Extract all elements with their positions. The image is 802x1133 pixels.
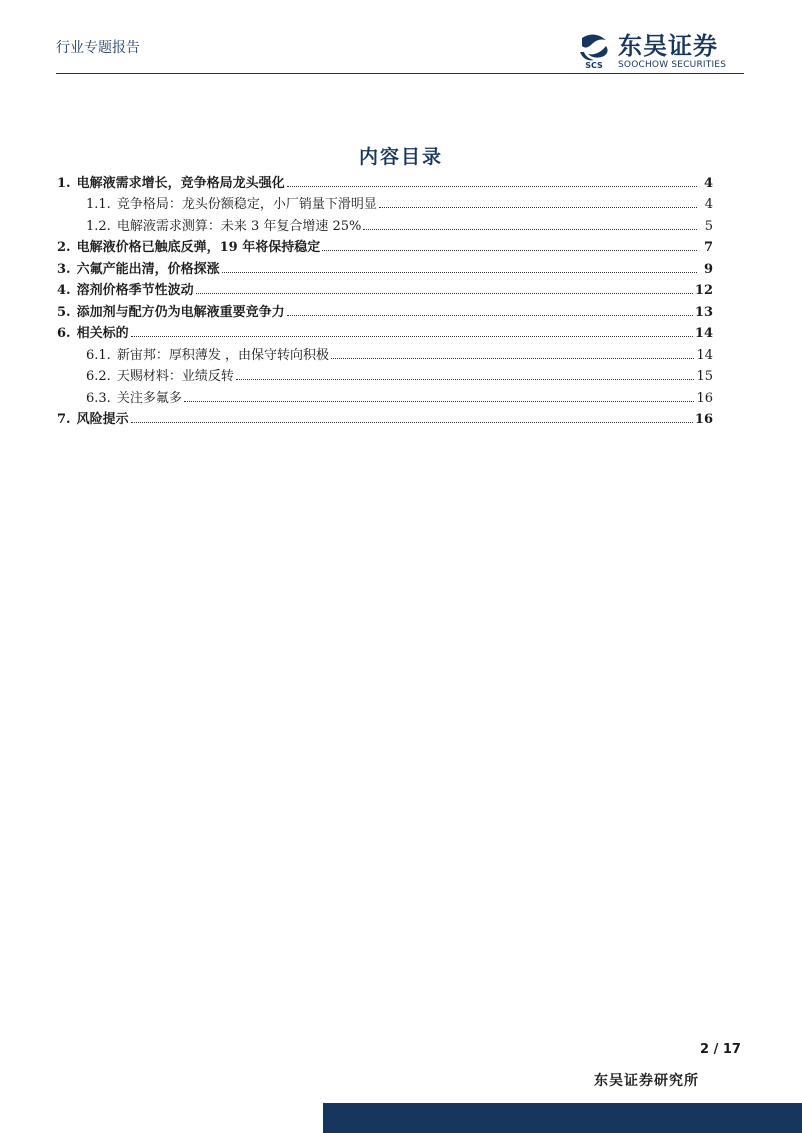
logo-name-cn: 东吴证券 bbox=[618, 32, 718, 60]
table-of-contents bbox=[57, 169, 713, 427]
toc-entry[interactable] bbox=[57, 363, 713, 385]
toc-entry-page: 15 bbox=[696, 369, 713, 384]
toc-entry-page: 7 bbox=[703, 240, 713, 255]
toc-entry-number: 6.3. bbox=[86, 390, 111, 406]
toc-entry-label: 新宙邦：厚积薄发 ，由保守转向积极 bbox=[116, 347, 329, 363]
toc-title: 内容目录 bbox=[358, 146, 443, 168]
toc-entry-label: 六氟产能出清，价格探涨 bbox=[76, 261, 220, 277]
toc-entry[interactable] bbox=[57, 191, 713, 213]
toc-entry[interactable] bbox=[57, 169, 713, 191]
toc-entry-page: 5 bbox=[704, 218, 713, 234]
toc-entry-number: 2. bbox=[57, 240, 71, 255]
toc-entry-label: 竞争格局：龙头份额稳定，小厂销量下滑明显 bbox=[116, 197, 377, 212]
toc-entry-page: 4 bbox=[703, 175, 713, 191]
toc-entry-label: 相关标的 bbox=[76, 326, 129, 341]
logo-mark-icon bbox=[576, 32, 612, 70]
toc-entry-page: 16 bbox=[696, 390, 713, 406]
toc-entry-number: 1.1. bbox=[86, 197, 111, 212]
toc-entry-label: 电解液需求测算：未来 3 年复合增速 25% bbox=[116, 218, 362, 234]
toc-entry-page: 16 bbox=[694, 412, 713, 427]
toc-dot-leader bbox=[236, 379, 695, 380]
toc-entry[interactable] bbox=[57, 406, 713, 428]
toc-entry-number: 6. bbox=[57, 326, 71, 341]
toc-entry[interactable] bbox=[57, 341, 713, 363]
report-type-label: 行业专题报告 bbox=[56, 40, 140, 56]
toc-entry-page: 12 bbox=[694, 283, 713, 298]
logo-mark-text: SCS bbox=[585, 61, 603, 70]
toc-dot-leader bbox=[287, 315, 693, 316]
toc-dot-leader bbox=[131, 336, 693, 337]
toc-entry[interactable] bbox=[57, 212, 713, 234]
toc-entry-number: 4. bbox=[57, 283, 71, 298]
footer-org-name: 东吴证券研究所 bbox=[594, 1073, 699, 1089]
toc-dot-leader bbox=[287, 186, 697, 187]
toc-entry[interactable] bbox=[57, 234, 713, 256]
toc-entry[interactable] bbox=[57, 384, 713, 406]
toc-entry-page: 9 bbox=[703, 261, 713, 277]
toc-entry[interactable] bbox=[57, 255, 713, 277]
toc-dot-leader bbox=[331, 358, 695, 359]
toc-entry[interactable] bbox=[57, 277, 713, 299]
toc-entry-label: 溶剂价格季节性波动 bbox=[76, 283, 194, 298]
toc-entry-number: 6.1. bbox=[86, 347, 111, 363]
toc-entry-number: 3. bbox=[57, 261, 71, 277]
toc-dot-leader bbox=[184, 401, 695, 402]
toc-dot-leader bbox=[131, 422, 693, 423]
toc-entry-label: 天赐材料：业绩反转 bbox=[116, 369, 234, 384]
toc-entry-number: 1. bbox=[57, 175, 71, 191]
toc-entry-number: 1.2. bbox=[86, 218, 111, 234]
toc-entry-page: 13 bbox=[694, 304, 713, 320]
logo-name-en: SOOCHOW SECURITIES bbox=[618, 60, 727, 70]
toc-dot-leader bbox=[196, 293, 693, 294]
page-indicator: 2 / 17 bbox=[700, 1042, 741, 1057]
toc-dot-leader bbox=[379, 207, 697, 208]
toc-dot-leader bbox=[363, 229, 697, 230]
toc-entry-number: 6.2. bbox=[86, 369, 111, 384]
toc-entry-label: 风险提示 bbox=[76, 412, 129, 427]
footer-bar bbox=[323, 1103, 802, 1133]
toc-entry-page: 4 bbox=[704, 197, 713, 212]
toc-entry-number: 5. bbox=[57, 304, 71, 320]
toc-entry-label: 添加剂与配方仍为电解液重要竞争力 bbox=[76, 304, 285, 320]
toc-dot-leader bbox=[222, 272, 697, 273]
company-logo bbox=[576, 32, 746, 72]
toc-entry[interactable] bbox=[57, 320, 713, 342]
toc-entry-label: 电解液需求增长，竞争格局龙头强化 bbox=[76, 175, 285, 191]
toc-dot-leader bbox=[322, 250, 697, 251]
toc-entry-page: 14 bbox=[694, 326, 713, 341]
toc-entry-label: 电解液价格已触底反弹，19 年将保持稳定 bbox=[76, 240, 321, 255]
toc-entry[interactable] bbox=[57, 298, 713, 320]
toc-entry-number: 7. bbox=[57, 412, 71, 427]
toc-entry-page: 14 bbox=[696, 347, 713, 363]
header-divider bbox=[56, 73, 744, 74]
toc-entry-label: 关注多氟多 bbox=[116, 390, 182, 406]
